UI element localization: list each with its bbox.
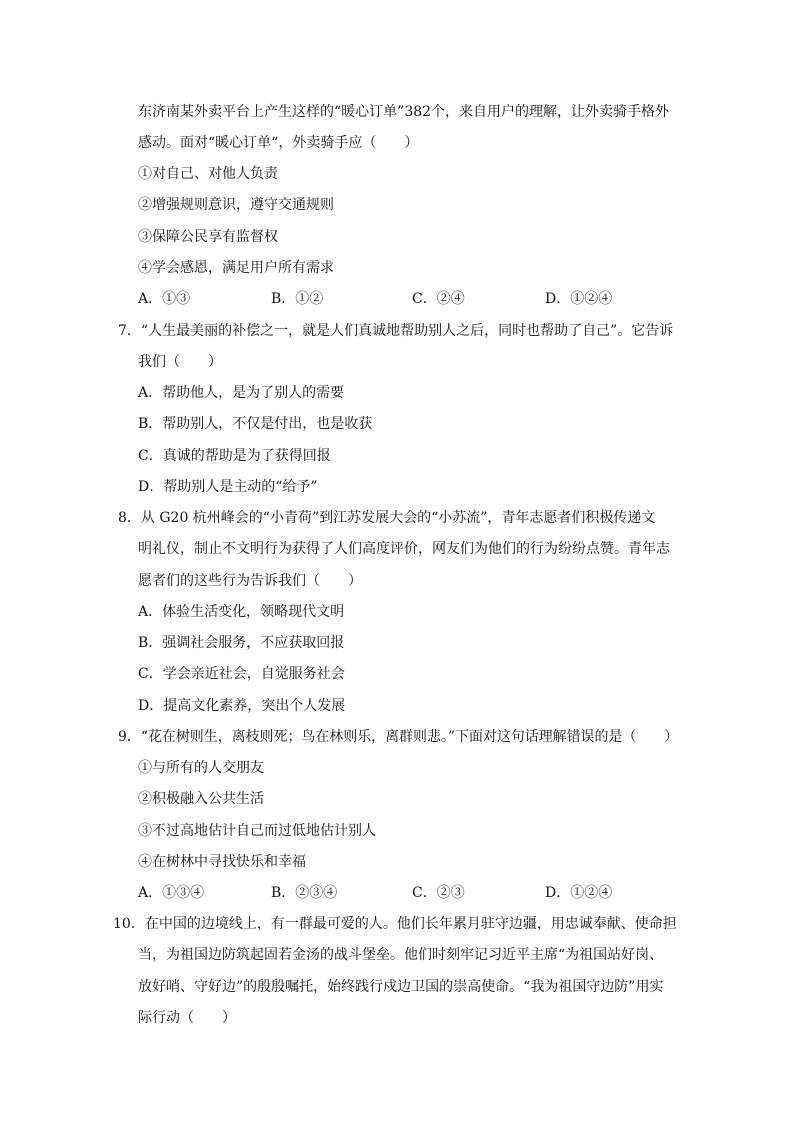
q6-item-4: ④学会感恩，满足用户所有需求: [138, 260, 334, 276]
q8-stem-line-2: 明礼仪，制止不文明行为获得了人们高度评价，网友们为他们的行为纷纷点赞。青年志: [138, 541, 670, 557]
q9-option-d: D．①②④: [545, 885, 613, 901]
q6-item-2: ②增强规则意识，遵守交通规则: [138, 197, 334, 213]
q10-stem-line-1: 10．在中国的边境线上，有一群最可爱的人。他们长年累月驻守边疆，用忠诚奉献、使命担: [113, 916, 677, 932]
q7-stem-line-2: 我们（ ）: [138, 354, 222, 370]
q9-option-a: A．①③④: [138, 885, 205, 901]
q9-item-2: ②积极融入公共生活: [138, 791, 264, 807]
q6-item-1: ①对自己、对他人负责: [138, 166, 278, 182]
q8-option-b: B．强调社会服务，不应获取回报: [138, 635, 345, 651]
q9-item-4: ④在树林中寻找快乐和幸福: [138, 854, 306, 870]
q10-stem-line-3: 放好哨、守好边”的殷殷嘱托，始终践行戍边卫国的崇高使命。“我为祖国守边防”用实: [138, 979, 664, 995]
q6-stem-line-1: 东济南某外卖平台上产生这样的“暖心订单”382个，来自用户的理解，让外卖骑手格外: [138, 104, 670, 120]
q8-stem-line-3: 愿者们的这些行为告诉我们（ ）: [138, 573, 362, 589]
q6-option-a: A．①③: [138, 291, 191, 307]
q9-item-3: ③不过高地估计自己而过低地估计别人: [138, 823, 376, 839]
q10-stem-line-2: 当，为祖国边防筑起固若金汤的战斗堡垒。他们时刻牢记习近平主席“为祖国站好岗、: [138, 947, 664, 963]
q6-option-b: B．①②: [271, 291, 324, 307]
q6-item-3: ③保障公民享有监督权: [138, 229, 278, 245]
q6-option-c: C．②④: [412, 291, 465, 307]
q8-option-a: A．体验生活变化，领略现代文明: [138, 604, 345, 620]
q9-item-1: ①与所有的人交朋友: [138, 760, 264, 776]
q7-stem-line-1: 7．“人生最美丽的补偿之一，就是人们真诚地帮助别人之后，同时也帮助了自己”。它告诉: [118, 323, 674, 339]
q8-option-c: C．学会亲近社会，自觉服务社会: [138, 666, 345, 682]
q8-stem-line-1: 8．从 G20 杭州峰会的“小青荷”到江苏发展大会的“小苏流”，青年志愿者们积极传递文: [118, 510, 656, 526]
q6-option-d: D．①②④: [545, 291, 613, 307]
q9-stem-line-1: 9．“花在树则生，离枝则死；鸟在林则乐，离群则悲。”下面对这句话理解错误的是（ ）: [118, 729, 679, 745]
q9-option-c: C．②③: [412, 885, 465, 901]
q7-option-a: A．帮助他人，是为了别人的需要: [138, 385, 345, 401]
q7-option-c: C．真诚的帮助是为了获得回报: [138, 448, 331, 464]
q9-option-b: B．②③④: [271, 885, 338, 901]
q10-stem-line-4: 际行动（ ）: [138, 1010, 236, 1026]
q7-option-d: D．帮助别人是主动的“给予”: [138, 479, 318, 495]
q8-option-d: D．提高文化素养，突出个人发展: [138, 698, 346, 714]
q6-stem-line-2: 感动。面对“暖心订单“，外卖骑手应（ ）: [138, 135, 419, 151]
q7-option-b: B．帮助别人，不仅是付出，也是收获: [138, 416, 373, 432]
